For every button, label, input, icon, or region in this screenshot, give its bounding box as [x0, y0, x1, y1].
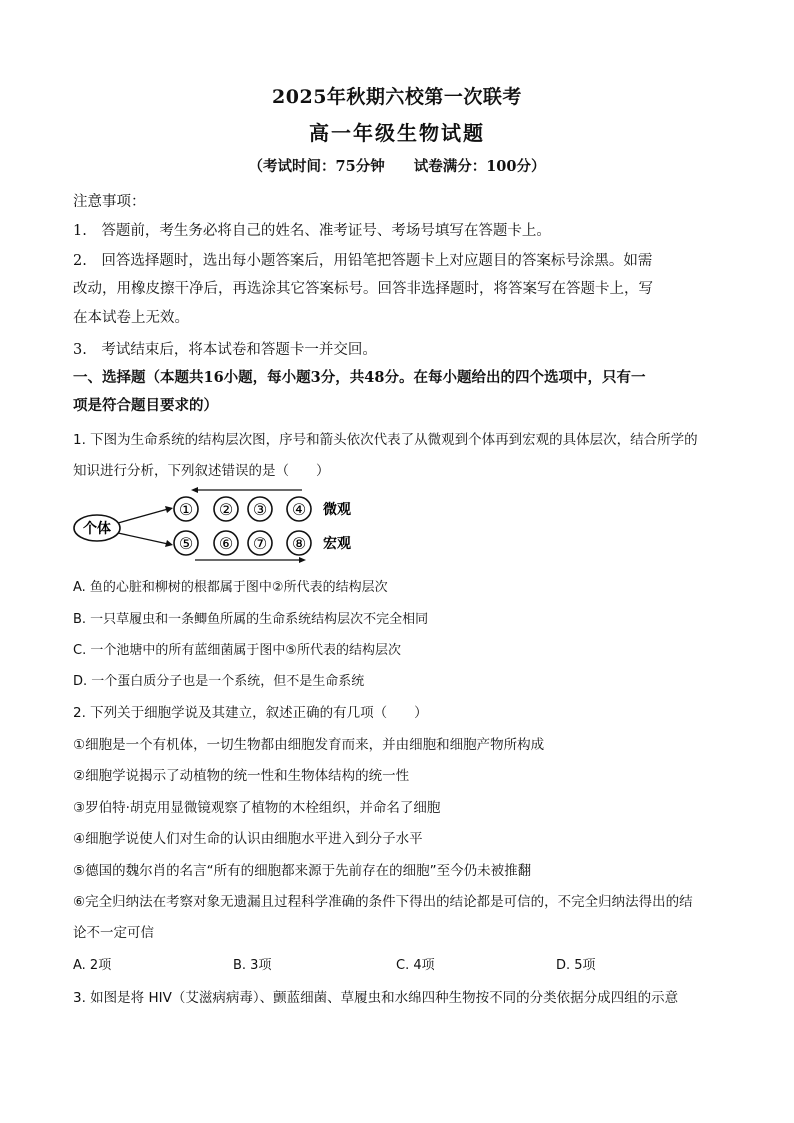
q2-statement-5: ⑤德国的魏尔肖的名言“所有的细胞都来源于先前存在的细胞”至今仍未被推翻	[73, 863, 532, 879]
macro-label: 宏观	[323, 536, 351, 552]
arrow-to-top-row-head	[165, 506, 173, 513]
q2-statement-6-line-1: ⑥完全归纳法在考察对象无遗漏且过程科学准确的条件下得出的结论都是可信的，不完全归纳法得出的结	[73, 894, 693, 910]
q2-option-a: A. 2项	[73, 958, 112, 973]
q2-statement-2: ②细胞学说揭示了动植物的统一性和生物体结构的统一性	[73, 768, 410, 784]
notice-item-2-line-2: 改动，用橡皮擦干净后，再选涂其它答案标号。回答非选择题时，将答案写在答题卡上，写	[73, 281, 653, 297]
q1-option-d: D. 一个蛋白质分子也是一个系统，但不是生命系统	[73, 674, 365, 689]
q2-statement-4: ④细胞学说使人们对生命的认识由细胞水平进入到分子水平	[73, 831, 423, 847]
level-5-label: ⑤	[178, 534, 194, 553]
arrow-to-bottom-row	[118, 533, 168, 544]
notice-item-2-line-1: 2. 回答选择题时，选出每小题答案后，用铅笔把答题卡上对应题目的答案标号涂黑。如需	[73, 253, 653, 269]
section-heading-line-2: 项是符合题目要求的）	[73, 397, 218, 414]
exam-subtitle: 高一年级生物试题	[309, 121, 485, 145]
q3-stem-line-1: 3. 如图是将 HIV（艾滋病病毒）、颤蓝细菌、草履虫和水绵四种生物按不同的分类依据分成四组的示意	[73, 990, 679, 1006]
individual-label: 个体	[83, 521, 111, 537]
q1-option-c: C. 一个池塘中的所有蓝细菌属于图中⑤所代表的结构层次	[73, 643, 401, 658]
level-8-label: ⑧	[291, 534, 307, 553]
notice-item-1: 1. 答题前，考生务必将自己的姓名、准考证号、考场号填写在答题卡上。	[73, 223, 551, 239]
micro-label: 微观	[323, 502, 351, 518]
q2-statement-3: ③罗伯特·胡克用显微镜观察了植物的木栓组织，并命名了细胞	[73, 800, 441, 816]
q2-statement-6-line-2: 论不一定可信	[73, 925, 154, 941]
q2-statement-1: ①细胞是一个有机体，一切生物都由细胞发育而来，并由细胞和细胞产物所构成	[73, 737, 545, 753]
q2-option-b: B. 3项	[233, 958, 272, 973]
level-1-label: ①	[178, 500, 194, 519]
arrow-top-head	[191, 487, 198, 493]
q2-option-c: C. 4项	[396, 958, 435, 973]
level-7-label: ⑦	[252, 534, 268, 553]
arrow-to-bottom-row-head	[165, 540, 173, 547]
q2-option-d: D. 5项	[556, 958, 596, 973]
level-2-label: ②	[218, 500, 234, 519]
notice-item-2-line-3: 在本试卷上无效。	[73, 310, 189, 326]
arrow-bottom-head	[299, 557, 306, 563]
section-heading-line-1: 一、选择题（本题共16小题，每小题3分，共48分。在每小题给出的四个选项中，只有一	[73, 369, 646, 386]
exam-title: 2025年秋期六校第一次联考	[272, 86, 522, 108]
arrow-to-top-row	[118, 509, 168, 523]
life-system-hierarchy-diagram	[70, 485, 370, 565]
q1-stem-line-2: 知识进行分析，下列叙述错误的是（ ）	[73, 463, 330, 479]
q1-option-a: A. 鱼的心脏和柳树的根都属于图中②所代表的结构层次	[73, 580, 388, 595]
notice-item-3: 3. 考试结束后，将本试卷和答题卡一并交回。	[73, 342, 377, 358]
level-4-label: ④	[291, 500, 307, 519]
exam-info: （考试时间：75分钟 试卷满分：100分）	[248, 158, 546, 175]
notice-heading: 注意事项：	[73, 194, 146, 210]
q1-option-b: B. 一只草履虫和一条鲫鱼所属的生命系统结构层次不完全相同	[73, 612, 429, 627]
q1-stem-line-1: 1. 下图为生命系统的结构层次图，序号和箭头依次代表了从微观到个体再到宏观的具体层次，结合所学的	[73, 432, 698, 448]
level-3-label: ③	[252, 500, 268, 519]
level-6-label: ⑥	[218, 534, 234, 553]
q2-stem: 2. 下列关于细胞学说及其建立，叙述正确的有几项（ ）	[73, 705, 428, 721]
